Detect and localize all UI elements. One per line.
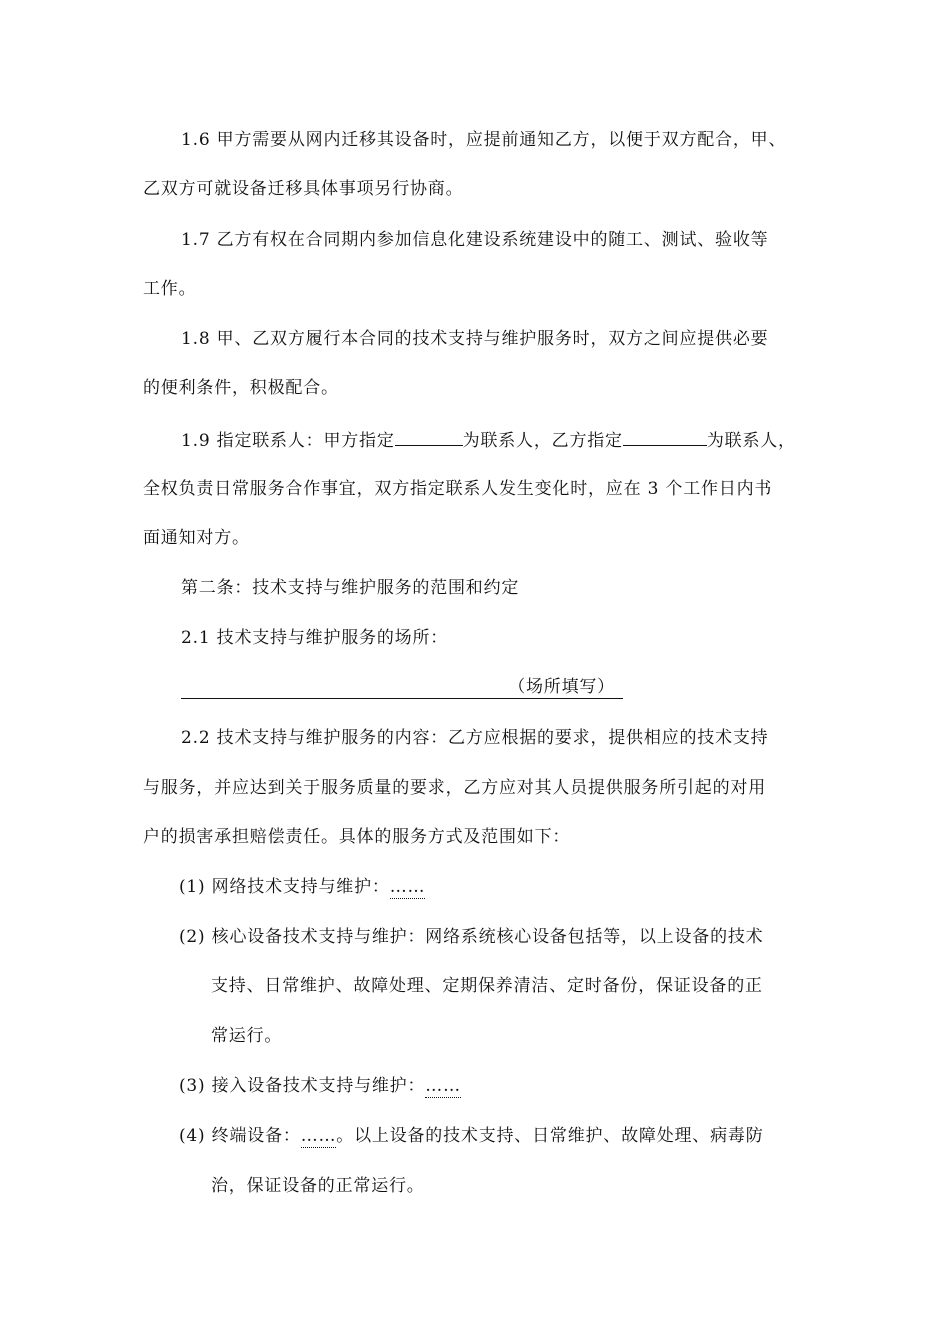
list-item-2-line1: (2) 核心设备技术支持与维护：网络系统核心设备包括等，以上设备的技术 xyxy=(179,927,764,947)
paragraph-2-2-line3: 户的损害承担赔偿责任。具体的服务方式及范围如下： xyxy=(143,827,571,847)
list-item-2-line3: 常运行。 xyxy=(211,1026,283,1046)
article-2-heading: 第二条：技术支持与维护服务的范围和约定 xyxy=(181,578,520,598)
item-3-dots: …… xyxy=(425,1076,461,1096)
contact-clause-c: 为联系人， xyxy=(706,431,796,451)
contact-clause-b: 为联系人，乙方指定 xyxy=(462,431,623,451)
paragraph-1-8-line1: 1.8 甲、乙双方履行本合同的技术支持与维护服务时，双方之间应提供必要 xyxy=(181,329,769,349)
paragraph-1-6-line1: 1.6 甲方需要从网内迁移其设备时，应提前通知乙方，以便于双方配合，甲、 xyxy=(181,130,787,150)
paragraph-1-9-line1 xyxy=(181,427,796,453)
paragraph-1-6-line2: 乙双方可就设备迁移具体事项另行协商。 xyxy=(143,179,464,199)
paragraph-1-7-line2: 工作。 xyxy=(143,279,197,299)
service-place-blank[interactable] xyxy=(181,676,623,699)
item-1-dots: …… xyxy=(389,877,426,897)
contact-clause-a: 1.9 指定联系人：甲方指定 xyxy=(181,431,395,451)
item-4-label: (4) 终端设备： xyxy=(179,1126,301,1146)
list-item-4-line1 xyxy=(179,1124,764,1148)
paragraph-2-1: 2.1 技术支持与维护服务的场所： xyxy=(181,628,449,648)
paragraph-2-2-line2: 与服务，并应达到关于服务质量的要求，乙方应对其人员提供服务所引起的对用 xyxy=(143,778,766,798)
item-1-label: (1) 网络技术支持与维护： xyxy=(179,877,390,897)
party-a-contact-blank[interactable] xyxy=(395,427,463,446)
list-item-4-line2: 治，保证设备的正常运行。 xyxy=(211,1176,425,1196)
paragraph-1-9-line3: 面通知对方。 xyxy=(143,528,250,548)
party-b-contact-blank[interactable] xyxy=(623,427,707,446)
list-item-3 xyxy=(179,1074,461,1098)
item-4-dots: …… xyxy=(300,1126,337,1146)
place-note: （场所填写） xyxy=(508,677,615,697)
list-item-1 xyxy=(179,875,425,899)
paragraph-1-9-line2: 全权负责日常服务合作事宜，双方指定联系人发生变化时，应在 3 个工作日内书 xyxy=(143,479,773,499)
paragraph-1-8-line2: 的便利条件，积极配合。 xyxy=(143,378,339,398)
paragraph-2-2-line1: 2.2 技术支持与维护服务的内容：乙方应根据的要求，提供相应的技术支持 xyxy=(181,728,769,748)
item-4-rest: 。以上设备的技术支持、日常维护、故障处理、病毒防 xyxy=(336,1126,764,1146)
paragraph-1-7-line1: 1.7 乙方有权在合同期内参加信息化建设系统建设中的随工、测试、验收等 xyxy=(181,230,769,250)
item-3-label: (3) 接入设备技术支持与维护： xyxy=(179,1076,426,1096)
list-item-2-line2: 支持、日常维护、故障处理、定期保养清洁、定时备份，保证设备的正 xyxy=(211,976,763,996)
